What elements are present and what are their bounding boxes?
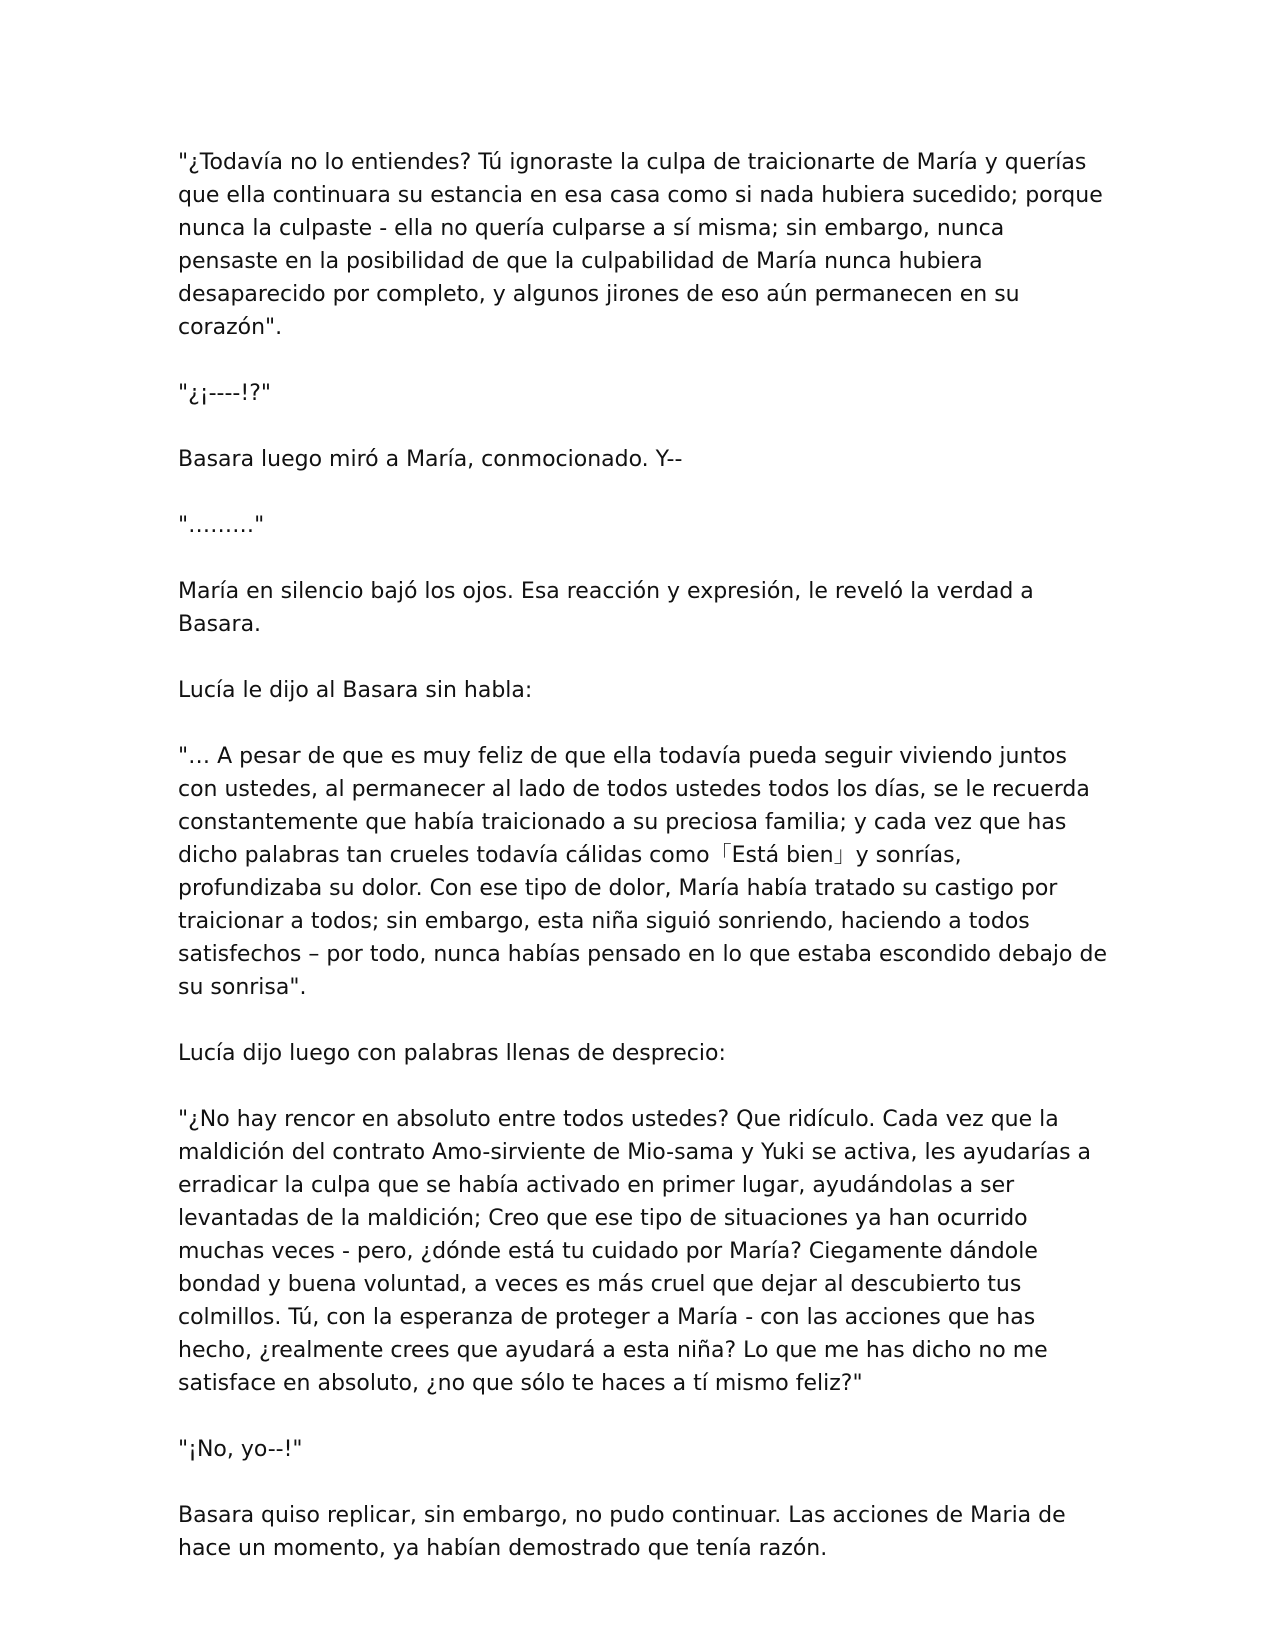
- paragraph-1: "¿Todavía no lo entiendes? Tú ignoraste la culpa de traicionarte de María y querías que ella continuara su estancia en esa casa como si nada hubiera sucedido; porque nunca la culpaste - ella no quería culparse a sí misma; sin embargo, nunca pensaste en la posibilidad de que la culpabilidad de María nunca hubiera desaparecido por completo, y algunos jirones de eso aún permanecen en su corazón".: [178, 150, 1103, 340]
- paragraph-6: Lucía le dijo al Basara sin habla:: [178, 678, 533, 703]
- paragraph-7: "… A pesar de que es muy feliz de que ella todavía pueda seguir viviendo juntos con ustedes, al permanecer al lado de todos ustedes todos los días, se le recuerda constantemente que había traicionado a su preciosa familia; y cada vez que has dicho palabras tan crueles todavía cálidas como「Está bien」y sonrías, profundizaba su dolor. Con ese tipo de dolor, María había tratado su castigo por traicionar a todos; sin embargo, esta niña siguió sonriendo, haciendo a todos satisfechos – por todo, nunca habías pensado en lo que estaba escondido debajo de su sonrisa".: [178, 744, 1107, 1000]
- paragraph-5: María en silencio bajó los ojos. Esa reacción y expresión, le reveló la verdad a Basara.: [178, 579, 1034, 637]
- paragraph-10: "¡No, yo--!": [178, 1437, 303, 1462]
- paragraph-2: "¿¡----!?": [178, 381, 271, 406]
- document-body: [178, 146, 1108, 1598]
- paragraph-4: "………": [178, 513, 265, 538]
- paragraph-11: Basara quiso replicar, sin embargo, no pudo continuar. Las acciones de Maria de hace un momento, ya habían demostrado que tenía razón.: [178, 1503, 1066, 1561]
- paragraph-9: "¿No hay rencor en absoluto entre todos ustedes? Que ridículo. Cada vez que la maldición del contrato Amo-sirviente de Mio-sama y Yuki se activa, les ayudarías a erradicar la culpa que se había activado en primer lugar, ayudándolas a ser levantadas de la maldición; Creo que ese tipo de situaciones ya han ocurrido muchas veces - pero, ¿dónde está tu cuidado por María? Ciegamente dándole bondad y buena voluntad, a veces es más cruel que dejar al descubierto tus colmillos. Tú, con la esperanza de proteger a María - con las acciones que has hecho, ¿realmente crees que ayudará a esta niña? Lo que me has dicho no me satisface en absoluto, ¿no que sólo te haces a tí mismo feliz?": [178, 1107, 1092, 1396]
- paragraph-3: Basara luego miró a María, conmocionado. Y--: [178, 447, 683, 472]
- paragraph-8: Lucía dijo luego con palabras llenas de desprecio:: [178, 1041, 726, 1066]
